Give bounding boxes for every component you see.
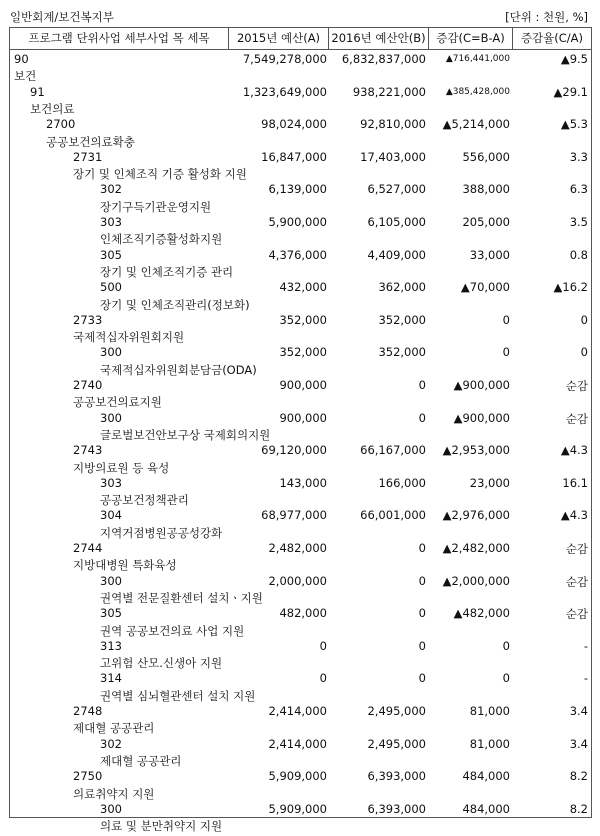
budget-2016: 352,000 [378, 345, 426, 360]
item-name: 장기 및 인체조직 기증 활성화 지원 [73, 167, 247, 182]
header-2015-budget: 2015년 예산(A) [236, 31, 321, 45]
budget-2016: 2,495,000 [367, 736, 426, 751]
item-code: 300 [100, 410, 122, 425]
change-amount: 0 [502, 312, 510, 327]
item-name: 글로벌보건안보구상 국제회의지원 [100, 427, 271, 442]
item-name: 권역별 전문질환센터 설치ㆍ지원 [100, 590, 263, 605]
item-name: 국제적십자위원회분담금(ODA) [100, 362, 257, 377]
change-amount: 556,000 [462, 149, 510, 164]
change-amount: ▲900,000 [453, 378, 510, 392]
item-name: 의료취약지 지원 [73, 786, 155, 801]
item-code: 2733 [73, 312, 103, 327]
change-rate: 3.4 [569, 736, 588, 751]
item-code: 304 [100, 508, 122, 523]
unit-label: [단위 : 천원, %] [505, 10, 588, 24]
change-amount: 0 [502, 671, 510, 686]
budget-2015: 1,323,649,000 [242, 84, 327, 99]
change-rate: 8.2 [569, 801, 588, 816]
budget-2015: 68,977,000 [261, 508, 327, 523]
budget-2015: 7,549,278,000 [242, 52, 327, 66]
item-code: 2744 [73, 541, 103, 555]
item-name: 장기 및 인체조직관리(정보화) [100, 297, 250, 312]
change-rate: 6.3 [569, 182, 588, 197]
budget-2015: 2,414,000 [268, 704, 327, 718]
budget-2016: 0 [418, 671, 426, 686]
item-name: 권역별 심뇌혈관센터 설치 지원 [100, 688, 256, 703]
item-code: 313 [100, 638, 122, 653]
budget-2015: 900,000 [279, 410, 327, 425]
change-amount: 81,000 [469, 736, 510, 751]
budget-2016: 4,409,000 [367, 247, 426, 262]
item-code: 314 [100, 671, 122, 686]
item-name: 권역 공공보건의료 사업 지원 [100, 623, 245, 638]
budget-2016: 66,167,000 [360, 443, 426, 458]
item-code: 302 [100, 182, 122, 197]
item-code: 2731 [73, 149, 103, 164]
change-rate: - [583, 671, 588, 686]
item-name: 제대혈 공공관리 [100, 753, 182, 768]
change-rate: ▲4.3 [560, 508, 588, 523]
item-code: 500 [100, 280, 122, 295]
item-name: 공공보건의료지원 [73, 395, 162, 410]
change-rate: ▲5.3 [560, 117, 588, 132]
budget-2015: 6,139,000 [268, 182, 327, 197]
item-code: 2700 [46, 117, 76, 132]
item-name: 인체조직기증활성화지원 [100, 232, 223, 247]
change-rate: 0 [580, 345, 588, 360]
budget-2015: 352,000 [279, 312, 327, 327]
budget-2015: 5,909,000 [268, 801, 327, 816]
item-name: 지역거점병원공공성강화 [100, 525, 223, 540]
budget-2015: 5,900,000 [268, 215, 327, 229]
item-name: 지방의료원 등 육성 [73, 460, 170, 475]
change-rate: ▲9.5 [560, 52, 588, 66]
budget-2016: 0 [418, 606, 426, 621]
account-label: 일반회계/보건복지부 [10, 10, 114, 24]
budget-2015: 900,000 [279, 378, 327, 392]
budget-2016: 0 [418, 573, 426, 588]
item-name: 지방대병원 특화육성 [73, 558, 177, 573]
item-code: 303 [100, 475, 122, 490]
change-rate: 0.8 [569, 247, 588, 262]
table-row-title [10, 814, 591, 836]
change-rate: 3.3 [569, 149, 588, 164]
budget-2015: 2,414,000 [268, 736, 327, 751]
change-rate: 0 [580, 312, 588, 327]
budget-2015: 0 [319, 671, 327, 686]
item-code: 2740 [73, 378, 103, 392]
item-code: 91 [30, 84, 45, 99]
change-rate: ▲16.2 [553, 280, 588, 295]
item-code: 302 [100, 736, 122, 751]
budget-2016: 66,001,000 [360, 508, 426, 523]
budget-2015: 69,120,000 [261, 443, 327, 458]
change-amount: 0 [502, 345, 510, 360]
budget-2016: 0 [418, 410, 426, 425]
budget-2016: 166,000 [378, 475, 426, 490]
table-header [10, 28, 591, 50]
budget-2015: 482,000 [279, 606, 327, 621]
change-rate: ▲4.3 [560, 443, 588, 458]
change-rate: 순감 [565, 379, 588, 393]
item-name: 보건의료 [30, 101, 75, 116]
change-amount: ▲2,953,000 [442, 443, 510, 458]
item-code: 300 [100, 573, 122, 588]
change-rate: 순감 [565, 574, 588, 589]
change-amount: ▲2,000,000 [442, 573, 510, 588]
item-name: 공공보건정책관리 [100, 493, 189, 508]
header-change-rate: 증감율(C/A) [520, 31, 584, 45]
change-rate: 순감 [565, 411, 588, 426]
change-rate: 순감 [565, 542, 588, 556]
change-rate: 8.2 [569, 769, 588, 784]
item-code: 2743 [73, 443, 103, 458]
change-amount: ▲5,214,000 [442, 117, 510, 132]
budget-2016: 6,393,000 [367, 801, 426, 816]
change-amount: 205,000 [462, 215, 510, 229]
change-amount: 81,000 [469, 704, 510, 718]
item-name: 의료 및 분만취약지 지원 [100, 819, 223, 834]
change-rate: 3.4 [569, 704, 588, 718]
budget-2016: 92,810,000 [360, 117, 426, 132]
change-amount: 0 [502, 638, 510, 653]
header-change: 증감(C=B-A) [436, 31, 505, 45]
budget-2015: 4,376,000 [268, 247, 327, 262]
item-name: 장기 및 인체조직기증 관리 [100, 264, 234, 279]
item-name: 제대혈 공공관리 [73, 721, 155, 736]
budget-2016: 6,393,000 [367, 769, 426, 784]
item-code: 2750 [73, 769, 103, 784]
budget-2016: 17,403,000 [360, 149, 426, 164]
change-amount: ▲385,428,000 [445, 86, 510, 97]
header-program: 프로그램 단위사업 세부사업 목 세목 [28, 31, 210, 45]
budget-2015: 2,000,000 [268, 573, 327, 588]
change-amount: 33,000 [469, 247, 510, 262]
budget-2016: 6,832,837,000 [341, 52, 426, 66]
budget-2016: 938,221,000 [352, 84, 426, 99]
budget-2015: 432,000 [279, 280, 327, 295]
item-code: 90 [14, 52, 29, 66]
item-code: 300 [100, 801, 122, 816]
change-amount: ▲70,000 [460, 280, 510, 295]
budget-2016: 2,495,000 [367, 704, 426, 718]
budget-table [9, 27, 592, 834]
change-amount: ▲900,000 [453, 410, 510, 425]
budget-2015: 352,000 [279, 345, 327, 360]
budget-2016: 352,000 [378, 312, 426, 327]
item-code: 305 [100, 606, 122, 621]
change-amount: 484,000 [462, 769, 510, 784]
budget-2016: 0 [418, 638, 426, 653]
budget-2015: 0 [319, 638, 327, 653]
change-amount: ▲2,976,000 [442, 508, 510, 523]
change-amount: ▲482,000 [453, 606, 510, 621]
change-rate: 16.1 [562, 475, 588, 490]
table-body [10, 50, 591, 834]
sheet-caption [6, 4, 590, 24]
header-2016-budget: 2016년 예산안(B) [331, 31, 426, 45]
item-name: 장기구득기관운영지원 [100, 199, 212, 214]
item-name: 고위험 산모.신생아 지원 [100, 656, 223, 671]
change-amount: 388,000 [462, 182, 510, 197]
item-code: 305 [100, 247, 122, 262]
change-amount: ▲716,441,000 [445, 54, 510, 64]
budget-2015: 98,024,000 [261, 117, 327, 132]
item-code: 303 [100, 215, 122, 229]
item-name: 보건 [14, 69, 37, 84]
budget-2015: 16,847,000 [261, 149, 327, 164]
change-amount: 23,000 [469, 475, 510, 490]
budget-2016: 362,000 [378, 280, 426, 295]
change-rate: 순감 [565, 607, 588, 622]
budget-2015: 2,482,000 [268, 541, 327, 555]
budget-2015: 143,000 [279, 475, 327, 490]
budget-2016: 6,527,000 [367, 182, 426, 197]
item-name: 국제적십자위원회지원 [73, 330, 185, 345]
change-rate: 3.5 [569, 215, 588, 229]
budget-2015: 5,909,000 [268, 769, 327, 784]
change-amount: ▲2,482,000 [442, 541, 510, 555]
item-code: 2748 [73, 704, 103, 718]
budget-2016: 0 [418, 541, 426, 555]
budget-2016: 6,105,000 [367, 215, 426, 229]
change-amount: 484,000 [462, 801, 510, 816]
item-code: 300 [100, 345, 122, 360]
change-rate: - [583, 638, 588, 653]
budget-2016: 0 [418, 378, 426, 392]
item-name: 공공보건의료확충 [46, 134, 135, 149]
change-rate: ▲29.1 [553, 84, 588, 99]
